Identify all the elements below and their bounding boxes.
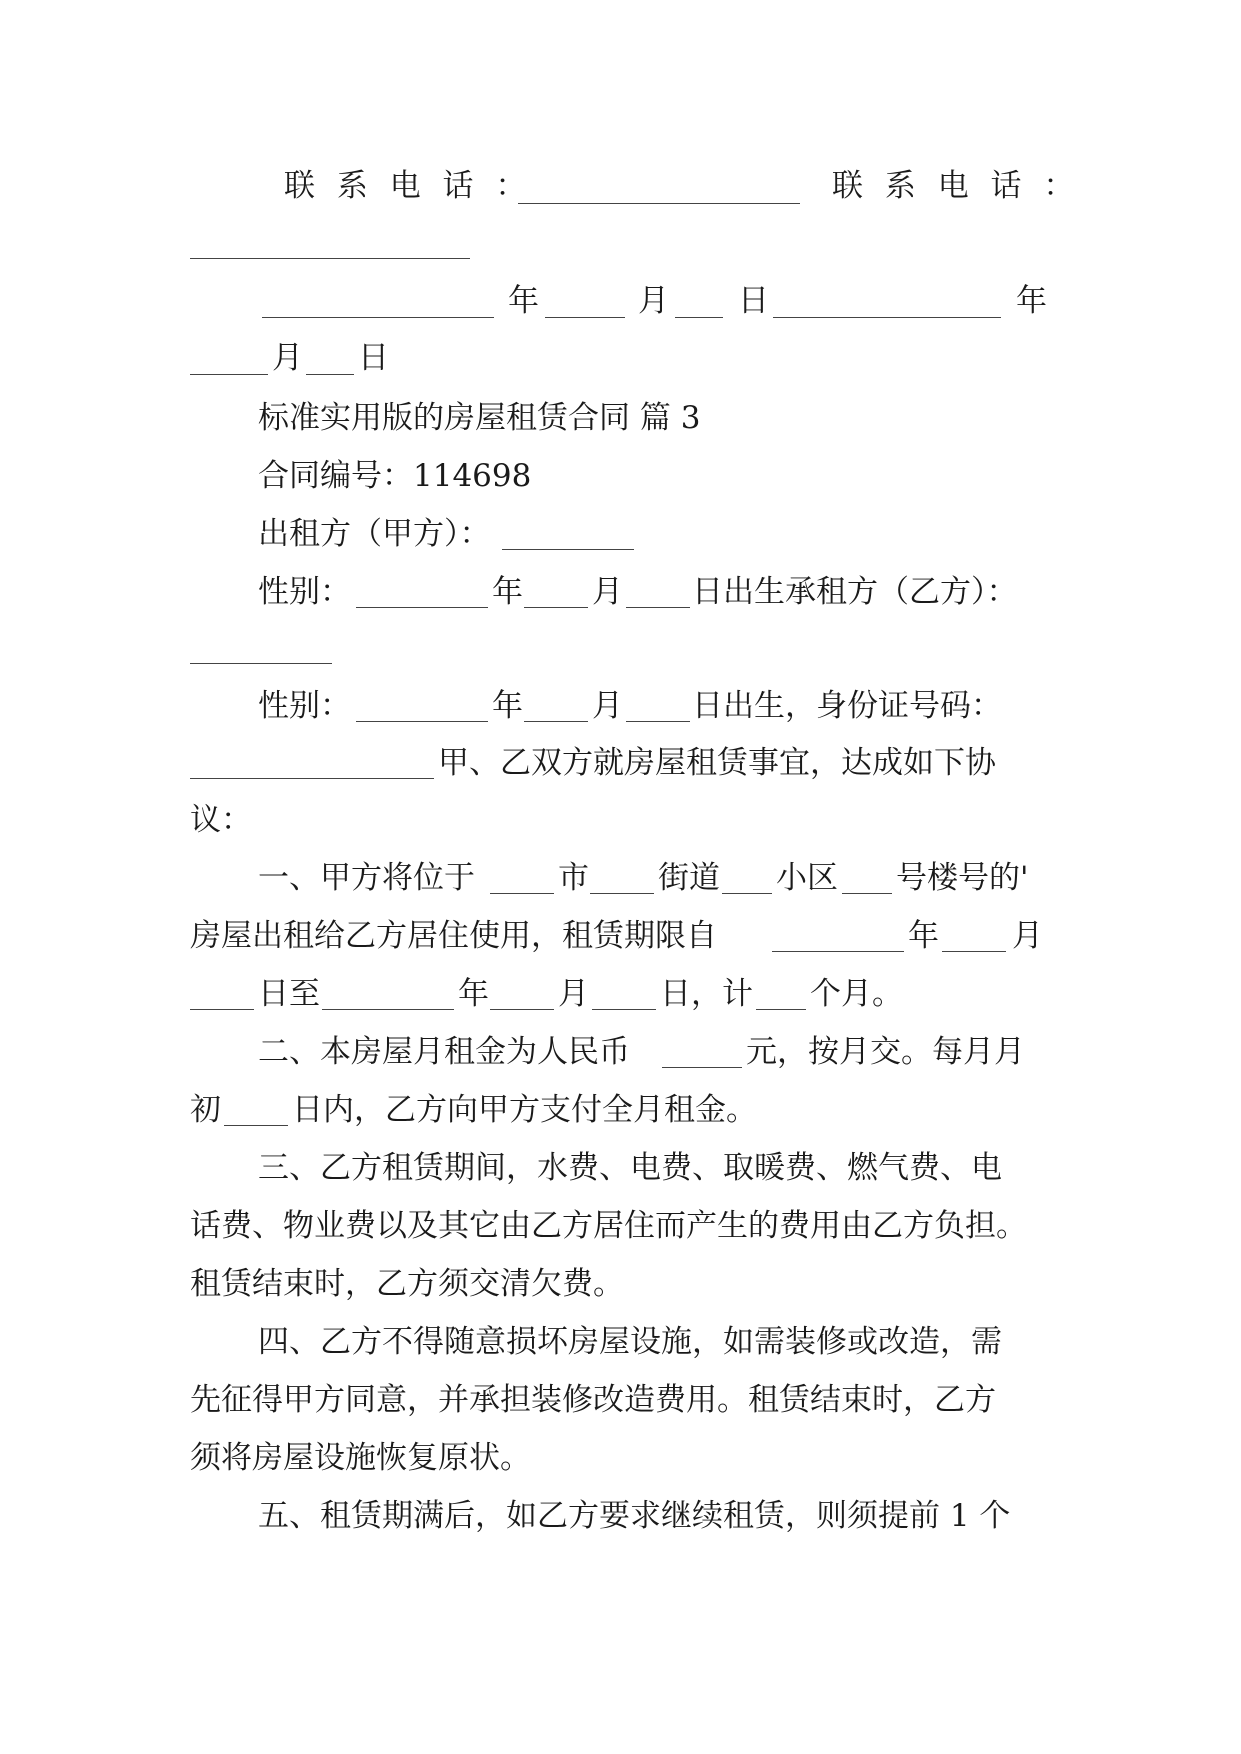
agreement-intro: 甲、乙双方就房屋租赁事宜，达成如下协 bbox=[438, 745, 996, 781]
clause3-line2: 话费、物业费以及其它由乙方居住而产生的费用由乙方负担。 bbox=[190, 1208, 1027, 1244]
gender-blank-day-1 bbox=[626, 607, 690, 608]
id-number-blank bbox=[190, 778, 434, 779]
section-heading: 标准实用版的房屋租赁合同 篇 3 bbox=[258, 400, 701, 436]
clause1-months: 个月。 bbox=[810, 976, 903, 1012]
agreement-intro-cont: 议： bbox=[190, 802, 252, 838]
clause1-blank-month-end bbox=[490, 1009, 554, 1010]
clause1-blank-community bbox=[722, 893, 772, 894]
clause1-year-start: 年 bbox=[908, 918, 939, 954]
contract-number: 合同编号：114698 bbox=[258, 458, 532, 494]
gender-label-2: 性别： bbox=[258, 688, 351, 724]
clause2-blank-day bbox=[224, 1125, 288, 1126]
gender-tail-1: 日出生承租方（乙方）： bbox=[692, 574, 1018, 610]
clause1-blank-year-end bbox=[322, 1009, 454, 1010]
clause2-line1-a: 二、本房屋月租金为人民币 bbox=[258, 1034, 630, 1070]
clause1-blank-city bbox=[490, 893, 554, 894]
contact-label-1: 联 系 电 话 ： bbox=[284, 168, 533, 204]
date-blank-day-2 bbox=[306, 374, 354, 375]
clause1-year-end: 年 bbox=[458, 976, 489, 1012]
date-month-1: 月 bbox=[638, 283, 669, 319]
clause1-line1-a: 一、甲方将位于 bbox=[258, 860, 475, 896]
gender-blank-month-2 bbox=[524, 721, 588, 722]
date-blank-year-1 bbox=[262, 317, 494, 318]
gender-blank-year-2 bbox=[356, 721, 488, 722]
lessor-blank bbox=[502, 549, 634, 550]
clause2-line2-b: 日内，乙方向甲方支付全月租金。 bbox=[292, 1092, 757, 1128]
clause2-line1-b: 元，按月交。每月月 bbox=[746, 1034, 1025, 1070]
clause5-line1: 五、租赁期满后，如乙方要求继续租赁，则须提前 1 个 bbox=[258, 1498, 1011, 1534]
clause1-month-end: 月 bbox=[558, 976, 589, 1012]
clause1-blank-months bbox=[756, 1009, 806, 1010]
date-blank-year-2 bbox=[773, 317, 1001, 318]
date-day-1: 日 bbox=[738, 283, 769, 319]
clause1-blank-month-start bbox=[942, 951, 1006, 952]
contact-label-2: 联 系 电 话 ： bbox=[832, 168, 1081, 204]
date-blank-month-1 bbox=[545, 317, 625, 318]
gender-blank-month-1 bbox=[524, 607, 588, 608]
date-month-2: 月 bbox=[272, 340, 303, 376]
clause1-line3-tail: 日，计 bbox=[660, 976, 753, 1012]
clause1-blank-day-end bbox=[592, 1009, 656, 1010]
clause1-blank-day-start bbox=[190, 1009, 254, 1010]
clause1-building: 号楼号的' bbox=[896, 860, 1029, 896]
clause3-line1: 三、乙方租赁期间，水费、电费、取暖费、燃气费、电 bbox=[258, 1150, 1002, 1186]
clause2-line2-a: 初 bbox=[190, 1092, 221, 1128]
gender-blank-day-2 bbox=[626, 721, 690, 722]
clause1-blank-street bbox=[590, 893, 654, 894]
clause1-city: 市 bbox=[558, 860, 589, 896]
clause4-line3: 须将房屋设施恢复原状。 bbox=[190, 1440, 531, 1476]
date-day-2: 日 bbox=[358, 340, 389, 376]
gender-year-2: 年 bbox=[492, 688, 523, 724]
clause3-line3: 租赁结束时，乙方须交清欠费。 bbox=[190, 1266, 624, 1302]
gender-tail-2: 日出生，身份证号码： bbox=[692, 688, 1002, 724]
gender-month-1: 月 bbox=[592, 574, 623, 610]
contact-blank-2 bbox=[190, 258, 470, 259]
clause1-street: 街道 bbox=[658, 860, 720, 896]
date-blank-month-2 bbox=[190, 374, 268, 375]
clause4-line2: 先征得甲方同意，并承担装修改造费用。租赁结束时，乙方 bbox=[190, 1382, 996, 1418]
gender-year-1: 年 bbox=[492, 574, 523, 610]
clause1-line3-mid: 日至 bbox=[258, 976, 320, 1012]
clause4-line1: 四、乙方不得随意损坏房屋设施，如需装修或改造，需 bbox=[258, 1324, 1002, 1360]
lessee-blank bbox=[190, 663, 332, 664]
gender-month-2: 月 bbox=[592, 688, 623, 724]
date-blank-day-1 bbox=[675, 317, 723, 318]
clause1-blank-building bbox=[842, 893, 892, 894]
date-year-2: 年 bbox=[1016, 283, 1047, 319]
clause1-blank-year-start bbox=[772, 951, 904, 952]
clause1-community: 小区 bbox=[776, 860, 838, 896]
clause1-month-start: 月 bbox=[1012, 918, 1043, 954]
lessor-label: 出租方（甲方）： bbox=[258, 516, 491, 552]
contact-blank-1 bbox=[518, 203, 800, 204]
date-year-1: 年 bbox=[508, 283, 539, 319]
gender-blank-year-1 bbox=[356, 607, 488, 608]
gender-label-1: 性别： bbox=[258, 574, 351, 610]
clause2-blank-rent bbox=[662, 1067, 742, 1068]
clause1-line2: 房屋出租给乙方居住使用，租赁期限自 bbox=[190, 918, 717, 954]
